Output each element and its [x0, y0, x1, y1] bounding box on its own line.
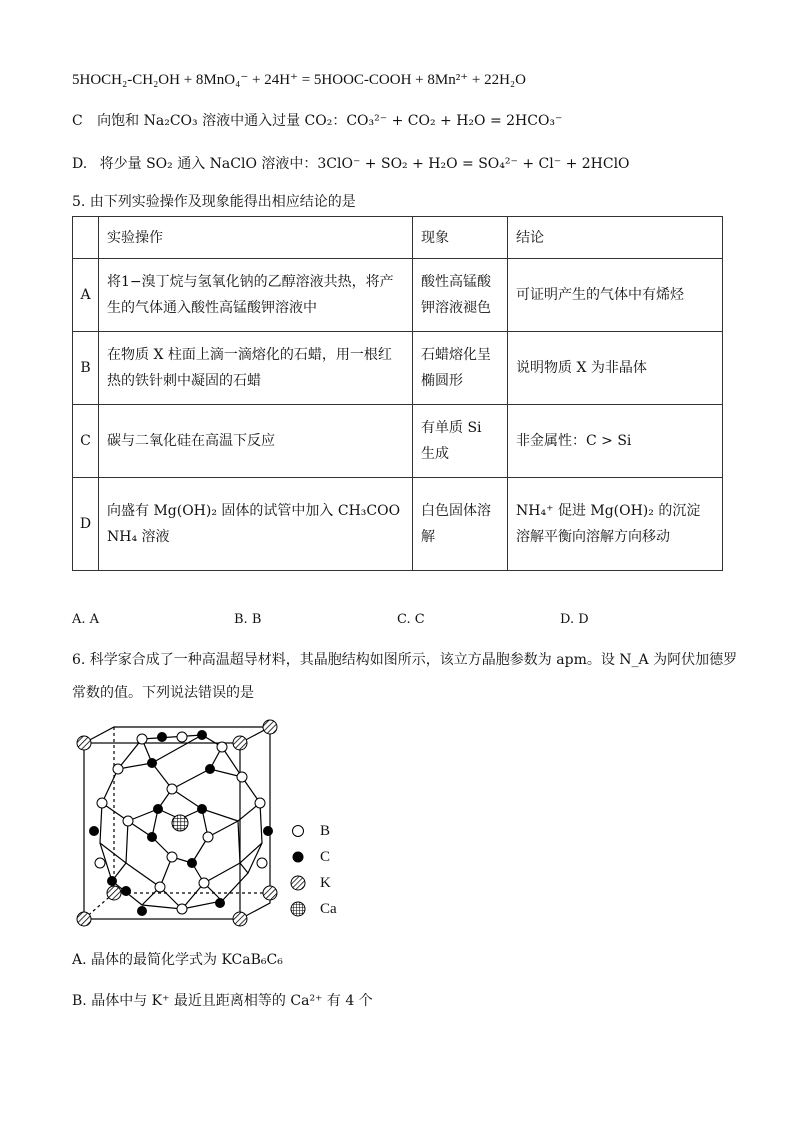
c-atom	[107, 876, 117, 886]
legend-item-c	[290, 844, 337, 870]
c-atom	[197, 804, 207, 814]
q5-row-operation: 在物质 X 柱面上滴一滴熔化的石蜡，用一根红热的铁针刺中凝固的石蜡	[99, 332, 413, 405]
q5-table	[72, 216, 723, 571]
legend-item-b	[290, 818, 337, 844]
b-atom	[155, 882, 165, 892]
q6-stem-line2: 常数的值。下列说法错误的是	[72, 685, 254, 701]
b-atom	[167, 852, 177, 862]
q5-header-phenomenon: 现象	[413, 217, 508, 259]
c-atom	[89, 826, 99, 836]
k-atom	[107, 886, 121, 900]
atom-legend	[290, 818, 337, 922]
k-atom	[233, 912, 247, 926]
crosshatch-circle-icon	[290, 901, 306, 917]
q4-equation-line: 5HOCH₂-CH₂OH + 8MnO₄⁻ + 24H⁺ = 5HOOC-COOH + 8Mn²⁺ + 22H₂O	[72, 72, 526, 88]
k-atom	[263, 720, 277, 734]
q5-row-conclusion: 可证明产生的气体中有烯烃	[508, 259, 723, 332]
q6-option-b: B. 晶体中与 K⁺ 最近且距离相等的 Ca²⁺ 有 4 个	[72, 993, 373, 1009]
q4-option-d	[72, 154, 630, 174]
q5-row-conclusion: 说明物质 X 为非晶体	[508, 332, 723, 405]
b-atom	[97, 798, 107, 808]
q5-header-operation: 实验操作	[99, 217, 413, 259]
c-atom	[205, 764, 215, 774]
q5-option-a: A. A	[72, 612, 100, 627]
b-atom	[113, 764, 123, 774]
q5-option-b: B. B	[234, 612, 262, 627]
q5-row-operation: 碳与二氧化硅在高温下反应	[99, 405, 413, 478]
legend-label: C	[320, 848, 331, 865]
q5-header-blank	[73, 217, 99, 259]
c-atom	[215, 898, 225, 908]
q5-option-c: C. C	[397, 612, 425, 627]
q5-row-conclusion: 非金属性：C > Si	[508, 405, 723, 478]
q5-row-operation: 将1−溴丁烷与氢氧化钠的乙醇溶液共热，将产生的气体通入酸性高锰酸钾溶液中	[99, 259, 413, 332]
q4-option-c-label: C	[72, 113, 83, 129]
q5-row-phenomenon: 石蜡熔化呈椭圆形	[413, 332, 508, 405]
c-atom	[137, 906, 147, 916]
q5-row-conclusion: NH₄⁺ 促进 Mg(OH)₂ 的沉淀溶解平衡向溶解方向移动	[508, 478, 723, 571]
c-atom	[147, 832, 157, 842]
q5-table-row	[73, 332, 723, 405]
q5-row-key: C	[73, 405, 99, 478]
q5-table-row	[73, 405, 723, 478]
c-atom	[157, 732, 167, 742]
q5-header-conclusion: 结论	[508, 217, 723, 259]
q5-row-key: B	[73, 332, 99, 405]
q5-row-operation: 向盛有 Mg(OH)₂ 固体的试管中加入 CH₃COONH₄ 溶液	[99, 478, 413, 571]
c-atom	[121, 886, 131, 896]
q4-option-c	[72, 111, 562, 131]
b-atom	[123, 816, 133, 826]
b-atom	[237, 772, 247, 782]
c-atom	[263, 826, 273, 836]
k-atom	[77, 736, 91, 750]
q4-option-d-label: D.	[72, 156, 88, 172]
ca-atom	[172, 815, 188, 831]
b-atom	[255, 798, 265, 808]
q5-row-key: A	[73, 259, 99, 332]
b-atom	[217, 742, 227, 752]
legend-item-ca	[290, 896, 337, 922]
q5-table-header-row	[73, 217, 723, 259]
legend-label: K	[320, 874, 331, 891]
q4-option-d-text: 将少量 SO₂ 通入 NaClO 溶液中：3ClO⁻ + SO₂ + H₂O = SO₄²⁻ + Cl⁻ + 2HClO	[99, 156, 630, 172]
c-atom	[153, 804, 163, 814]
legend-label: B	[320, 822, 331, 839]
q5-row-phenomenon: 酸性高锰酸钾溶液褪色	[413, 259, 508, 332]
b-atom	[95, 858, 105, 868]
q5-table-row	[73, 259, 723, 332]
b-atom	[177, 732, 187, 742]
q5-row-phenomenon: 白色固体溶解	[413, 478, 508, 571]
q5-table-row	[73, 478, 723, 571]
k-atom	[263, 886, 277, 900]
b-atom	[177, 904, 187, 914]
hatched-circle-icon	[290, 875, 306, 891]
open-circle-icon	[290, 823, 306, 839]
b-atom	[199, 878, 209, 888]
b-atom	[257, 858, 267, 868]
c-atom	[187, 858, 197, 868]
q6-stem-line1: 6. 科学家合成了一种高温超导材料，其晶胞结构如图所示，该立方晶胞参数为 apm。设 N_A 为阿伏加德罗	[72, 652, 738, 668]
q5-stem: 5. 由下列实验操作及现象能得出相应结论的是	[72, 194, 356, 210]
b-atom	[203, 832, 213, 842]
b-atom	[137, 734, 147, 744]
c-atom	[147, 758, 157, 768]
legend-item-k	[290, 870, 337, 896]
k-atom	[233, 736, 247, 750]
q5-option-d: D. D	[560, 612, 589, 627]
q5-row-phenomenon: 有单质 Si 生成	[413, 405, 508, 478]
q6-option-a: A. 晶体的最简化学式为 KCaB₆C₆	[72, 952, 283, 968]
k-atom	[77, 912, 91, 926]
q5-row-key: D	[73, 478, 99, 571]
c-atom	[197, 730, 207, 740]
filled-circle-icon	[290, 849, 306, 865]
q4-option-c-text: 向饱和 Na₂CO₃ 溶液中通入过量 CO₂：CO₃²⁻ + CO₂ + H₂O = 2HCO₃⁻	[97, 113, 563, 129]
b-atom	[167, 784, 177, 794]
legend-label: Ca	[320, 900, 337, 917]
